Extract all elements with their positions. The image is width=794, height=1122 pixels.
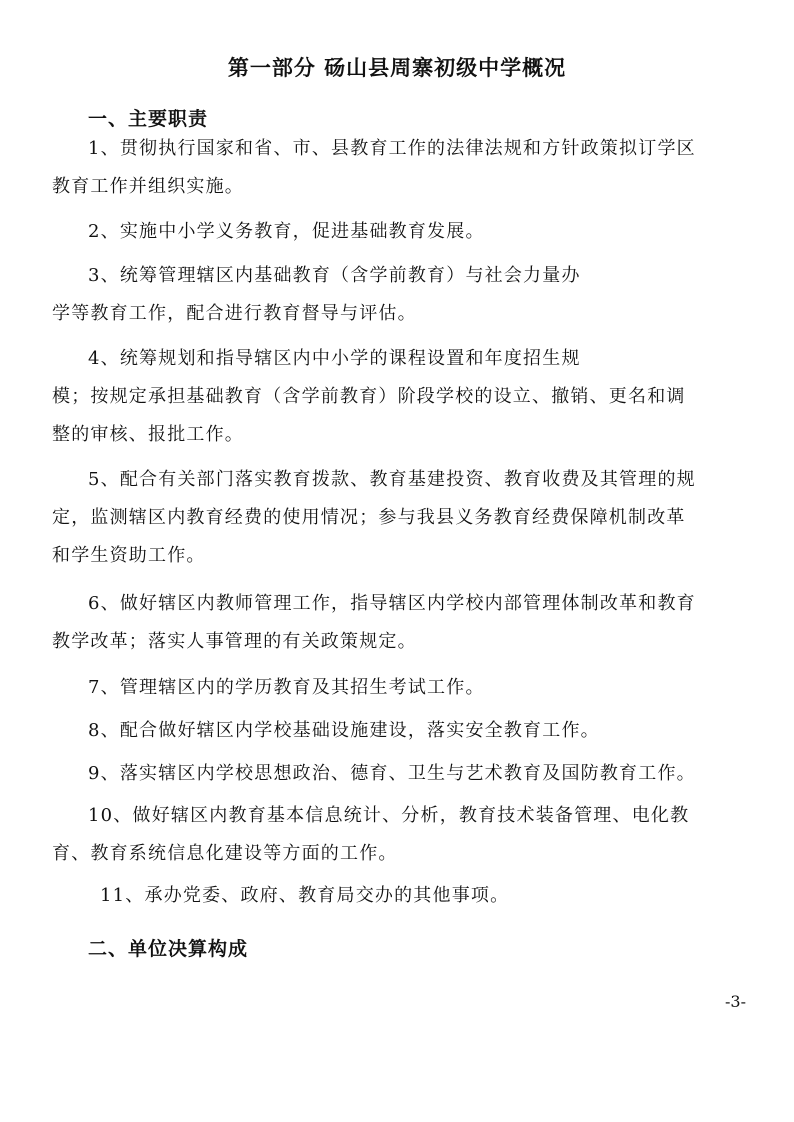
duty-item-1	[52, 130, 752, 206]
duty-item-5	[52, 461, 752, 575]
duty-line: 8、配合做好辖区内学校基础设施建设，落实安全教育工作。	[88, 720, 600, 741]
duty-line: 教学改革；落实人事管理的有关政策规定。	[52, 631, 417, 652]
duty-item-6	[52, 585, 752, 661]
page-title: 第一部分 砀山县周寨初级中学概况	[227, 56, 567, 80]
duty-line: 4、统筹规划和指导辖区内中小学的课程设置和年度招生规	[88, 348, 581, 369]
duty-line: 10、做好辖区内教育基本信息统计、分析，教育技术装备管理、电化教	[88, 805, 690, 826]
duty-line: 教育工作并组织实施。	[52, 176, 244, 197]
section-heading-duties: 一、主要职责	[88, 108, 209, 130]
duty-line: 6、做好辖区内教师管理工作，指导辖区内学校内部管理体制改革和教育	[88, 593, 696, 614]
duty-item-4	[52, 340, 752, 454]
duty-line: 定，监测辖区内教育经费的使用情况；参与我县义务教育经费保障机制改革	[52, 507, 686, 528]
duty-line: 7、管理辖区内的学历教育及其招生考试工作。	[88, 677, 485, 698]
duty-item-3	[52, 257, 752, 333]
duty-line: 11、承办党委、政府、教育局交办的其他事项。	[100, 885, 510, 906]
duty-line: 整的审核、报批工作。	[52, 424, 244, 445]
duty-item-8	[52, 712, 752, 750]
duty-item-2	[52, 213, 752, 251]
duty-line: 3、统筹管理辖区内基础教育（含学前教育）与社会力量办	[88, 265, 581, 286]
duty-item-11	[52, 877, 752, 915]
section-heading-budget: 二、单位决算构成	[88, 938, 249, 960]
duty-line: 2、实施中小学义务教育，促进基础教育发展。	[88, 221, 485, 242]
duty-line: 学等教育工作，配合进行教育督导与评估。	[52, 303, 417, 324]
page-number: -3-	[725, 992, 746, 1011]
duty-line: 育、教育系统信息化建设等方面的工作。	[52, 843, 398, 864]
duty-line: 和学生资助工作。	[52, 545, 206, 566]
duty-line: 1、贯彻执行国家和省、市、县教育工作的法律法规和方针政策拟订学区	[88, 138, 696, 159]
duty-item-10	[52, 797, 752, 873]
duty-line: 9、落实辖区内学校思想政治、德育、卫生与艺术教育及国防教育工作。	[88, 763, 696, 784]
duty-item-9	[52, 755, 752, 793]
duty-item-7	[52, 669, 752, 707]
duty-line: 模；按规定承担基础教育（含学前教育）阶段学校的设立、撤销、更名和调	[52, 386, 686, 407]
duty-line: 5、配合有关部门落实教育拨款、教育基建投资、教育收费及其管理的规	[88, 469, 696, 490]
